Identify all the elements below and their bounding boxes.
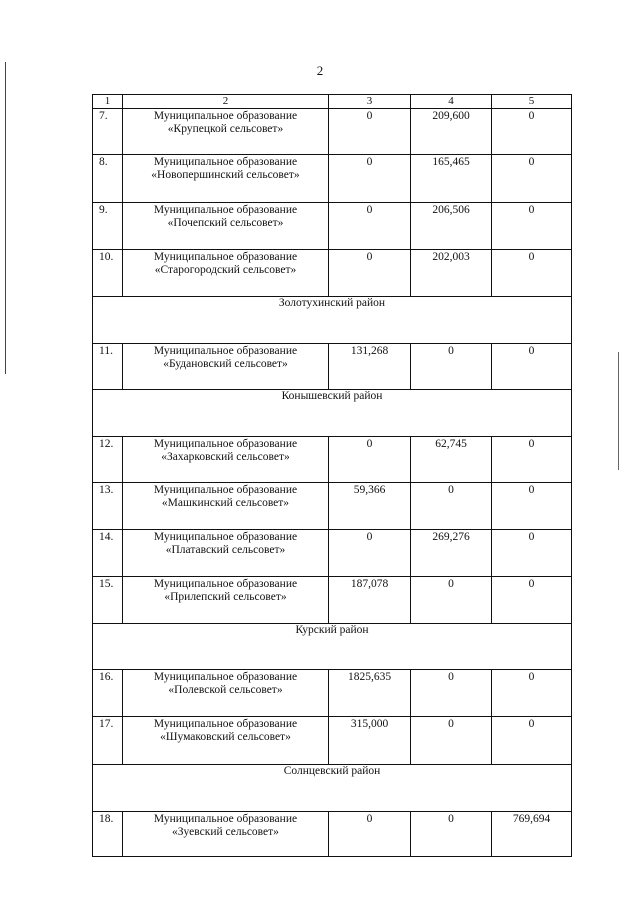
district-section-row [93, 765, 572, 812]
table-row [93, 483, 572, 530]
table-row [93, 155, 572, 203]
value-col-3: 0 [329, 203, 411, 250]
value-col-4: 209,600 [411, 109, 492, 155]
value-col-4: 0 [411, 577, 492, 624]
value-col-5: 0 [492, 437, 572, 483]
municipality-name [123, 344, 329, 390]
district-section-row [93, 624, 572, 670]
table-row [93, 250, 572, 297]
value-col-3: 131,268 [329, 344, 411, 390]
value-col-3: 0 [329, 155, 411, 203]
municipality-type: Муниципальное образование [153, 718, 298, 730]
row-number: 7. [93, 109, 123, 155]
table-row [93, 344, 572, 390]
row-number: 10. [93, 250, 123, 297]
table-row [93, 109, 572, 155]
value-col-4: 206,506 [411, 203, 492, 250]
municipality-name [123, 109, 329, 155]
municipality-type: Муниципальное образование [153, 484, 298, 496]
table-row [93, 203, 572, 250]
row-number: 14. [93, 530, 123, 577]
row-number: 9. [93, 203, 123, 250]
value-col-3: 0 [329, 812, 411, 857]
value-col-4: 0 [411, 670, 492, 717]
value-col-3: 1825,635 [329, 670, 411, 717]
municipality-name [123, 577, 329, 624]
municipality-type: Муниципальное образование [153, 438, 298, 450]
municipality-name [123, 717, 329, 765]
row-number: 8. [93, 155, 123, 203]
municipality-type: Муниципальное образование [153, 578, 298, 590]
row-number: 18. [93, 812, 123, 857]
value-col-5: 0 [492, 670, 572, 717]
scan-edge-line-right [618, 352, 619, 470]
value-col-4: 0 [411, 717, 492, 765]
municipality-title: «Платавский сельсовет» [165, 544, 286, 556]
value-col-5: 0 [492, 109, 572, 155]
municipality-title: «Полевской сельсовет» [168, 684, 283, 696]
municipality-name [123, 437, 329, 483]
value-col-4: 0 [411, 483, 492, 530]
value-col-4: 62,745 [411, 437, 492, 483]
row-number: 16. [93, 670, 123, 717]
value-col-3: 187,078 [329, 577, 411, 624]
municipality-title: «Шумаковский сельсовет» [160, 731, 291, 743]
municipality-type: Муниципальное образование [153, 671, 298, 683]
municipality-type: Муниципальное образование [153, 156, 298, 168]
municipality-title: «Почепский сельсовет» [167, 217, 284, 229]
municipality-title: «Зуевский сельсовет» [172, 826, 279, 838]
municipality-title: «Прилепский сельсовет» [164, 591, 287, 603]
value-col-3: 0 [329, 437, 411, 483]
municipality-type: Муниципальное образование [153, 813, 298, 825]
municipality-type: Муниципальное образование [153, 251, 298, 263]
page-number: 2 [316, 63, 324, 78]
district-name: Конышевский район [93, 390, 572, 437]
municipality-type: Муниципальное образование [153, 204, 298, 216]
value-col-3: 59,366 [329, 483, 411, 530]
value-col-5: 769,694 [492, 812, 572, 857]
table-header-row [93, 95, 572, 109]
row-number: 17. [93, 717, 123, 765]
value-col-5: 0 [492, 717, 572, 765]
district-section-row [93, 297, 572, 344]
row-number: 11. [93, 344, 123, 390]
table-row [93, 717, 572, 765]
value-col-5: 0 [492, 155, 572, 203]
value-col-4: 0 [411, 812, 492, 857]
row-number: 12. [93, 437, 123, 483]
row-number: 13. [93, 483, 123, 530]
district-name: Солнцевский район [93, 765, 572, 812]
value-col-5: 0 [492, 344, 572, 390]
value-col-5: 0 [492, 250, 572, 297]
table-row [93, 437, 572, 483]
municipality-title: «Будановский сельсовет» [163, 358, 288, 370]
value-col-4: 0 [411, 344, 492, 390]
municipality-title: «Старогородский сельсовет» [154, 264, 297, 276]
municipality-type: Муниципальное образование [153, 110, 298, 122]
row-number: 15. [93, 577, 123, 624]
value-col-3: 0 [329, 530, 411, 577]
municipality-type: Муниципальное образование [153, 531, 298, 543]
municipality-name [123, 812, 329, 857]
municipality-title: «Захарковский сельсовет» [161, 451, 290, 463]
table-row [93, 670, 572, 717]
table-row [93, 577, 572, 624]
scan-edge-line-left [5, 62, 6, 374]
municipality-name [123, 250, 329, 297]
header-cell-2: 2 [123, 95, 329, 109]
municipality-name [123, 203, 329, 250]
district-name: Золотухинский район [93, 297, 572, 344]
value-col-4: 202,003 [411, 250, 492, 297]
value-col-3: 315,000 [329, 717, 411, 765]
header-cell-1: 1 [93, 95, 123, 109]
municipality-title: «Новопершинский сельсовет» [151, 169, 300, 181]
value-col-4: 165,465 [411, 155, 492, 203]
value-col-4: 269,276 [411, 530, 492, 577]
municipality-title: «Машкинский сельсовет» [161, 497, 290, 509]
header-cell-3: 3 [329, 95, 411, 109]
municipality-name [123, 155, 329, 203]
district-section-row [93, 390, 572, 437]
value-col-5: 0 [492, 483, 572, 530]
value-col-3: 0 [329, 109, 411, 155]
municipality-name [123, 483, 329, 530]
table-row [93, 812, 572, 857]
district-name: Курский район [93, 624, 572, 670]
table-row [93, 530, 572, 577]
municipality-type: Муниципальное образование [153, 345, 298, 357]
allocation-table [92, 94, 572, 857]
value-col-3: 0 [329, 250, 411, 297]
value-col-5: 0 [492, 530, 572, 577]
municipality-title: «Крупецкой сельсовет» [167, 123, 284, 135]
value-col-5: 0 [492, 203, 572, 250]
header-cell-5: 5 [492, 95, 572, 109]
value-col-5: 0 [492, 577, 572, 624]
municipality-name [123, 670, 329, 717]
municipality-name [123, 530, 329, 577]
header-cell-4: 4 [411, 95, 492, 109]
